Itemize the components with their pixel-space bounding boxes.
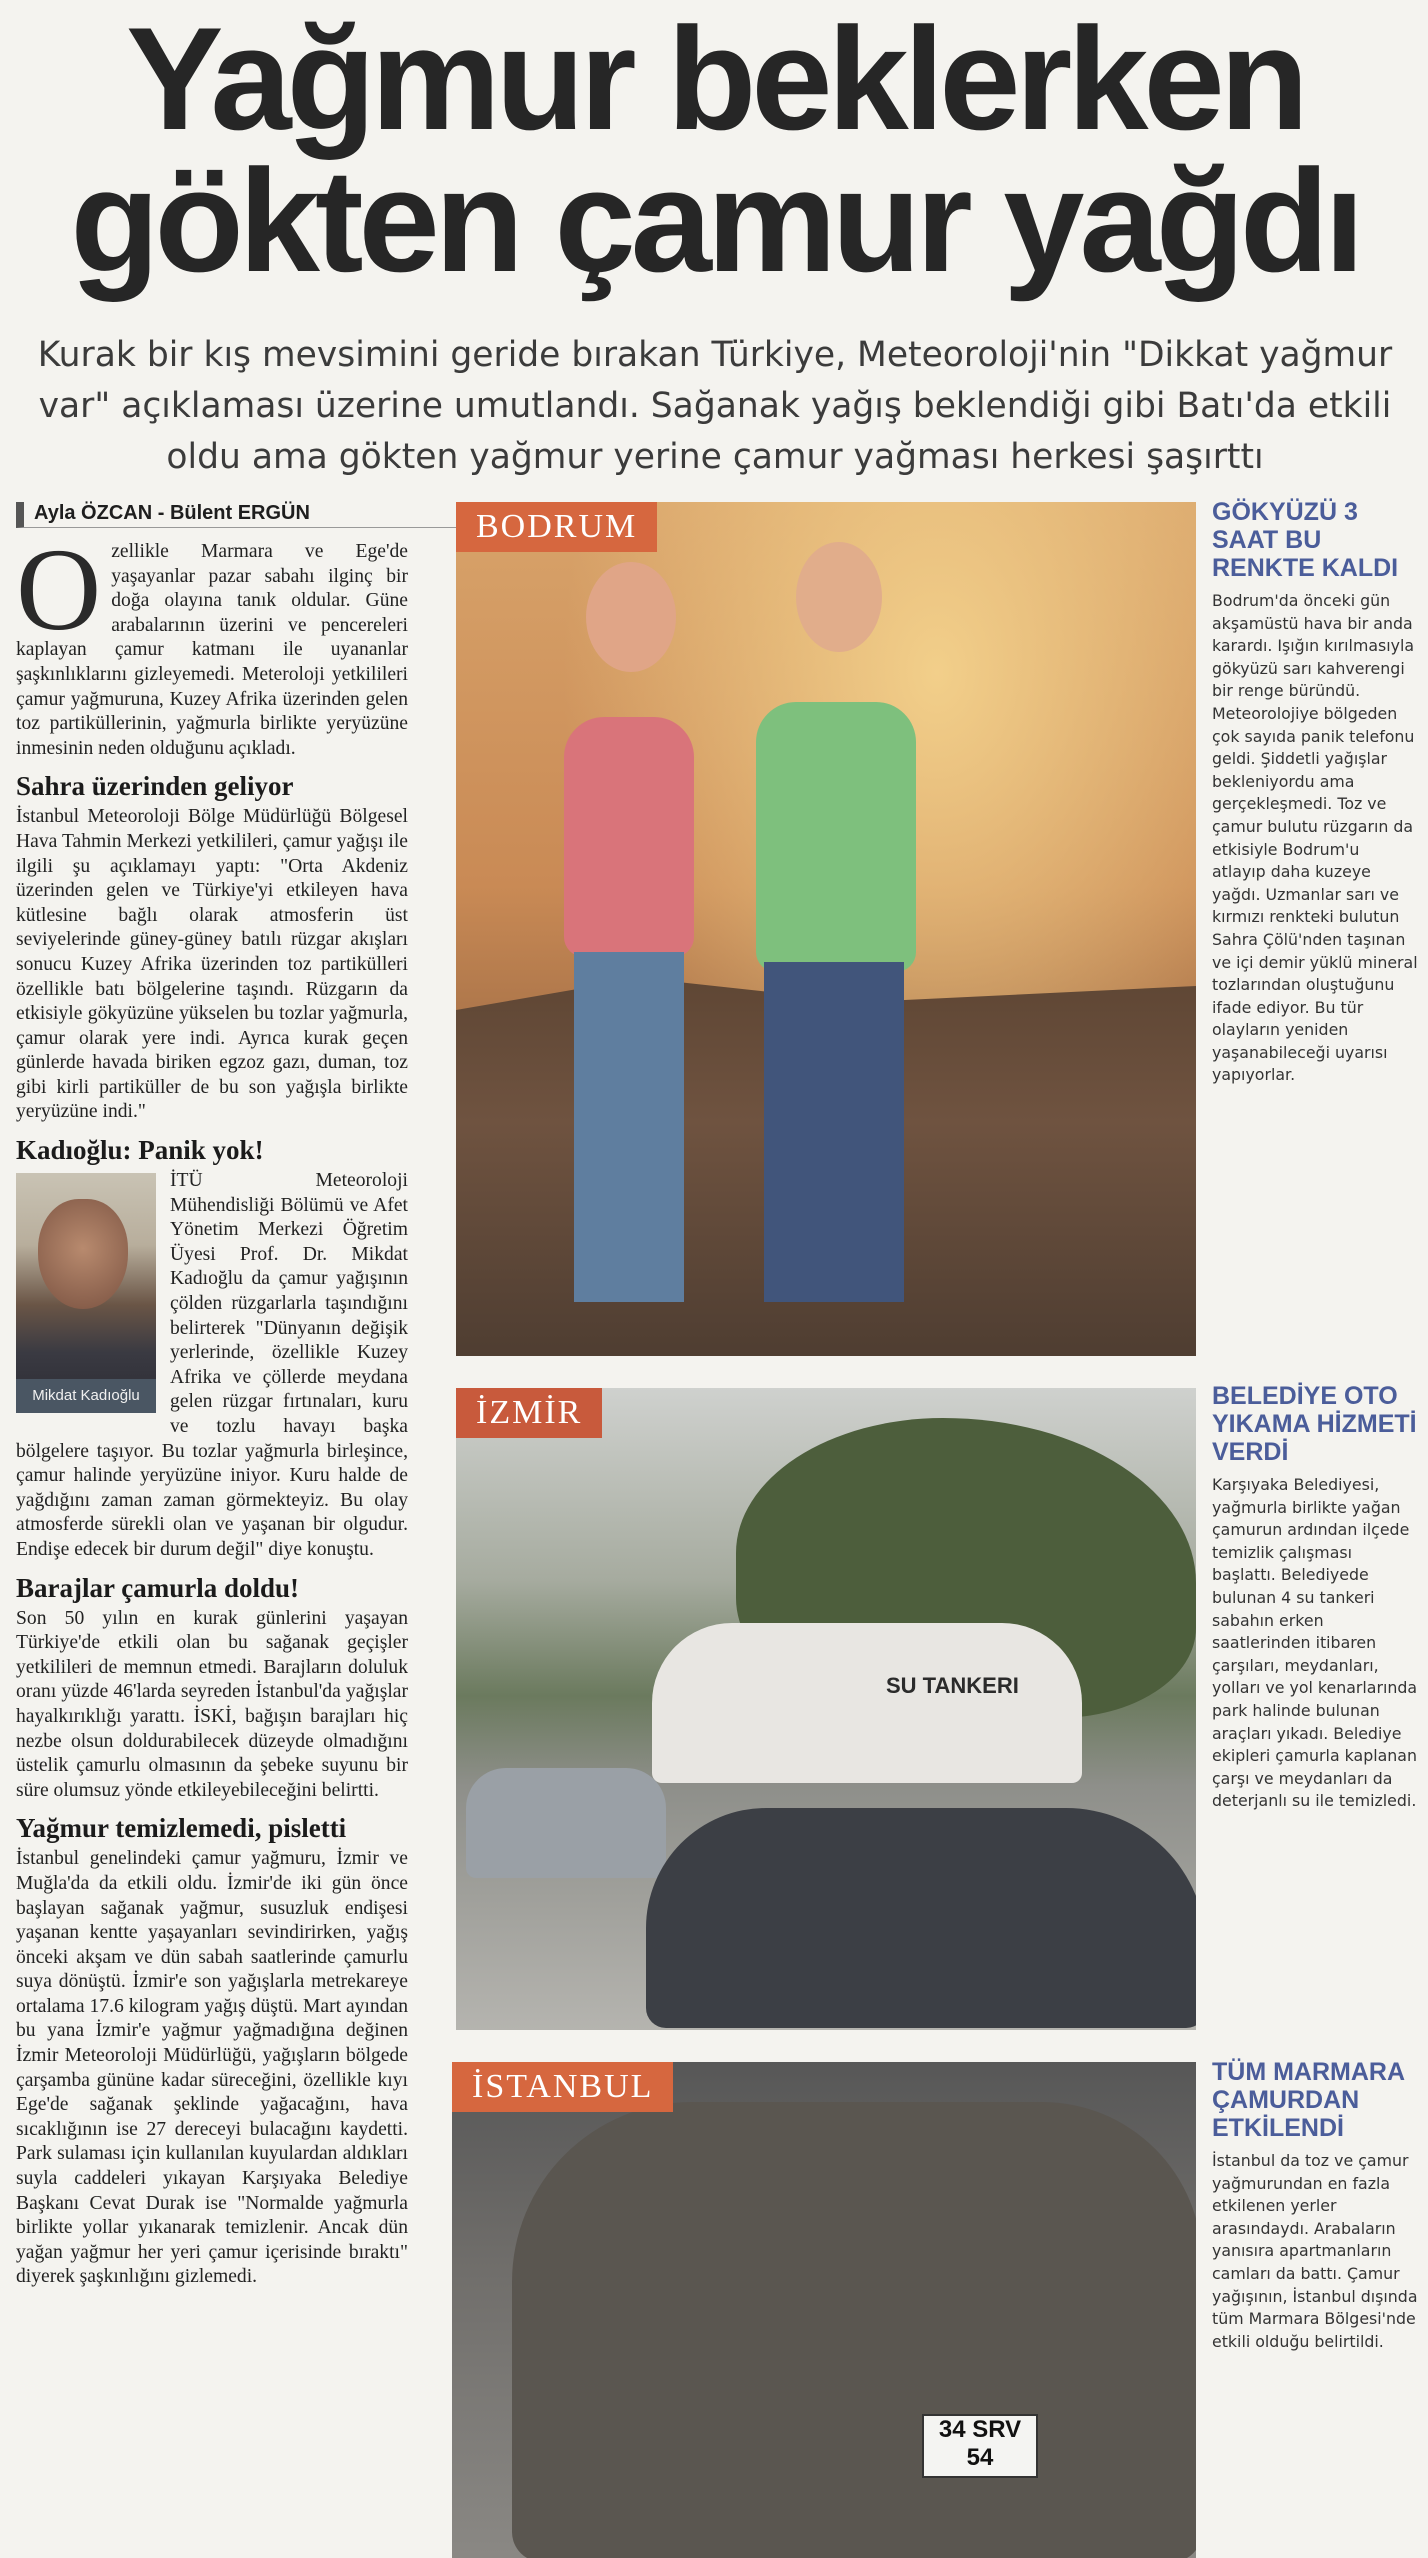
plate-line-1: 34 SRV: [938, 2416, 1022, 2443]
subheading-barajlar: Barajlar çamurla doldu!: [16, 1572, 299, 1603]
two-women-figures: [506, 522, 966, 1352]
portrait-photo: [16, 1173, 156, 1413]
parked-car-dark: [646, 1808, 1196, 2028]
sidebar-istanbul: [1212, 2058, 1418, 2353]
woman-right-head: [796, 542, 882, 652]
intro-paragraph: [16, 524, 408, 761]
woman-left-jeans: [574, 952, 684, 1302]
paragraph-sahra: İstanbul Meteoroloji Bölge Müdürlüğü Bölgesel Hava Tahmin Merkezi yetkilileri, çamur yağışı ile ilgili şu açıklamayı yaptı: "Orta Akdeniz üzerinden gelen ve Türkiye'yi etkileyen hava kütlesine bağlı olarak atmosferin üst seviyelerinde güney-güney batılı rüzgar akışları sonucu Kuzey Afrika üzerinden toz partikülleri özellikle batı bölgelerine taşındı. Rüzgarın da etkisiyle gökyüzüne yükselen bu tozlar yağmurla, çamur olarak yere indi. Ayrıca kurak geçen günlerde havada biriken egzoz gazı, duman, toz gibi kirli partiküller de bu son yağışla birlikte yeryüzüne indi.": [16, 806, 408, 1123]
portrait-face: [38, 1199, 128, 1309]
bodrum-label: BODRUM: [456, 502, 657, 552]
tanker-lettering: SU TANKERI: [886, 1673, 1019, 1698]
subheading-yagmur: Yağmur temizlemedi, pisletti: [16, 1813, 347, 1844]
deck: Kurak bir kış mevsimini geride bırakan Türkiye, Meteoroloji'nin "Dikkat yağmur var" açıklaması üzerine umutlandı. Sağanak yağış beklendiği gibi Batı'da etkili oldu ama gökten yağmur yerine çamur yağması herkesi şaşırttı: [37, 335, 1393, 477]
sidebar-istanbul-text: İstanbul da toz ve çamur yağmurundan en fazla etkilenen yerler arasındaydı. Arabaların yanısıra apartmanların camları da battı. Çamur yağışının, İstanbul dışında tüm Marmara Bölgesi'nde etkili olduğu belirtildi.: [1212, 2151, 1418, 2351]
paragraph-yagmur: İstanbul genelindeki çamur yağmuru, İzmir ve Muğla'da da etkili oldu. İzmir'de iki gün önce başlayan sağanak yağmur, susuzluk endişesi yaşanan kentte yaşayanları sevindirirken, yağış önceki akşam ve dün sabah saatlerinde çamurlu suya dönüştü. İzmir'e son yağışlarla metrekareye ortalama 17.6 kilogram yağış düştü. Mart ayından bu yana İzmir'e yağmur yağmadığına değinen İzmir Meteoroloji Müdürlüğü, yağışların bölgede çarşamba gününe kadar süreceğini, özellikle kıyı Ege'de sağanak şeklinde yağacağını, hava sıcaklığının ise 27 dereceyi bulacağını kaydetti. Park sulaması için kullanılan kuyulardan aldıkları suyla caddeleri yıkayan Karşıyaka Belediye Başkanı Cevat Durak ise "Normalde yağmurla birlikte yollar yıkanarak temizlenir. Ancak dün yağan yağmur her yeri çamur içerisinde bıraktı" diyerek şaşkınlığını gizlemedi.: [16, 1848, 408, 2288]
izmir-photo: [456, 1388, 1196, 2030]
sidebar-bodrum: [1212, 498, 1418, 1087]
water-tanker-truck: [652, 1623, 1082, 1783]
parked-car-small: [466, 1768, 666, 1878]
subheading-sahra: Sahra üzerinden geliyor: [16, 771, 294, 802]
byline: Ayla ÖZCAN - Bülent ERGÜN: [16, 502, 464, 528]
paragraph-barajlar: Son 50 yılın en kurak günlerini yaşayan Türkiye'de etkili olan bu sağanak geçişler yetkilileri de memnun etmedi. Barajların doluluk oranı yüzde 46'larda seyreden İstanbul'da yağışlar hayalkırıklığı yarattı. İSKİ, bağışın barajları hiç nezbe olsun doldurabilecek düzeyde olmadığını üstelik çamurlu olmasının da şebeke suyunu bir süre olumsuz yönde etkileyebileceğini belirtti.: [16, 1607, 408, 1801]
woman-right-top: [756, 702, 916, 972]
article-body: [16, 524, 408, 2290]
woman-left-head: [586, 562, 676, 672]
license-plate: [922, 2414, 1038, 2478]
kadioglu-text: İTÜ Meteoroloji Mühendisliği Bölümü ve Afet Yönetim Merkezi Öğretim Üyesi Prof. Dr. Mikdat Kadıoğlu da çamur yağışının çölden rüzgarlarla taşındığını belirterek "Dünyanın değişik yerlerinde, özellikle Kuzey Afrika ve çöllerde meydana gelen rüzgar fırtınaları, kuru ve tozlu havayı başka bölgelere taşıyor. Bu tozlar yağmurla birleşince, çamur halinde yeryüzüne iniyor. Kuru halde de yağdığını zaman zaman görmekteyiz. Bu olay atmosferde sürekli olan ve yaşanan bir olgudur. Endişe edecek bir durum değil" diye konuştu.: [16, 1170, 408, 1560]
plate-line-2: 54: [966, 2444, 994, 2471]
sidebar-izmir-title: BELEDİYE OTO YIKAMA HİZMETİ VERDİ: [1212, 1382, 1417, 1466]
sidebar-izmir: [1212, 1382, 1418, 1813]
portrait-caption: Mikdat Kadıoğlu: [16, 1379, 156, 1413]
sidebar-istanbul-title: TÜM MARMARA ÇAMURDAN ETKİLENDİ: [1212, 2058, 1405, 2142]
paragraph-kadioglu: [16, 1169, 408, 1563]
sidebar-bodrum-text: Bodrum'da önceki gün akşamüstü hava bir anda karardı. Işığın kırılmasıyla gökyüzü sarı kahverengi bir renge büründü. Meteorolojiye bölgeden çok sayıda panik telefonu geldi. Şiddetli yağışlar bekleniyordu ama gerçekleşmedi. Toz ve çamur bulutu rüzgarın da etkisiyle Bodrum'u atlayıp daha kuzeye yağdı. Uzmanlar sarı ve kırmızı renkteki bulutun Sahra Çölü'nden taşınan ve içi demir yüklü mineral tozlarından oluştuğunu ifade ediyor. Bu tür olayların yeniden yaşanabileceği uyarısı yapıyorlar.: [1212, 591, 1418, 1085]
intro-text: zellikle Marmara ve Ege'de yaşayanlar pazar sabahı ilginç bir doğa olayına tanık oldular. Güne arabalarının üzerini ve pencereleri kaplayan çamur katmanı ile uyananlar şaşkınlıklarını gizleyemedi. Meteroloji yetkilileri çamur yağmuruna, Kuzey Afrika üzerinden gelen toz partiküllerinin, yağmurla birlikte yeryüzüne inmesinin neden olduğunu açıkladı.: [16, 541, 408, 759]
istanbul-photo: [452, 2062, 1196, 2558]
mud-covered-car: [512, 2102, 1196, 2558]
izmir-label: İZMİR: [456, 1388, 602, 1438]
bodrum-photo: [456, 502, 1196, 1356]
dropcap: O: [16, 524, 102, 655]
sidebar-izmir-text: Karşıyaka Belediyesi, yağmurla birlikte yağan çamurun ardından ilçede temizlik çalışması başlattı. Belediyede bulunan 4 su tankeri sabahın erken saatlerinden itibaren çarşıları, meydanları, yolları ve yol kenarlarında park halinde bulunan araçları yıkadı. Belediye ekipleri çamurla kaplanan çarşı ve meydanları da deterjanlı su ile temizledi.: [1212, 1475, 1418, 1811]
istanbul-label: İSTANBUL: [452, 2062, 673, 2112]
woman-left-top: [564, 717, 694, 957]
woman-right-jeans: [764, 962, 904, 1302]
sidebar-bodrum-title: GÖKYÜZÜ 3 SAAT BU RENKTE KALDI: [1212, 498, 1399, 582]
subheading-kadioglu: Kadıoğlu: Panik yok!: [16, 1135, 264, 1166]
headline: Yağmur beklerken gökten çamur yağdı: [70, 0, 1360, 302]
